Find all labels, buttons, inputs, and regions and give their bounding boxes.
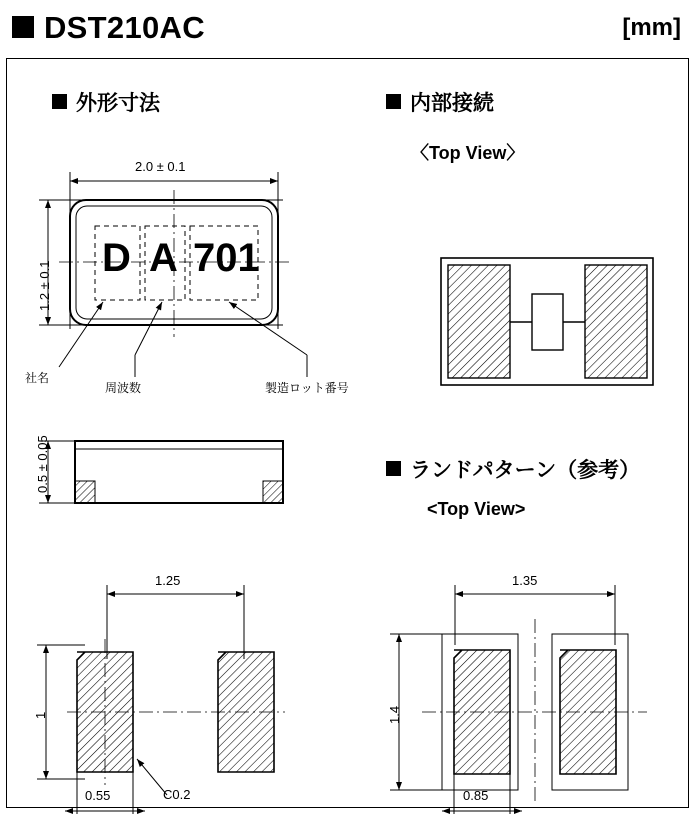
- callout-frequency: 周波数: [105, 381, 142, 395]
- section-heading-outline-label: 外形寸法: [76, 92, 160, 115]
- marking-char-2: A: [149, 236, 178, 280]
- page-header: [0, 0, 695, 56]
- bottom-width-dim: 1.25: [155, 573, 181, 588]
- chamfer-label: C0.2: [163, 787, 191, 802]
- bottom-pad-dim: 0.55: [85, 788, 111, 803]
- section-heading-internal-label: 内部接続: [410, 92, 494, 115]
- outline-drawing: [7, 59, 690, 809]
- land-height-dim: 1.4: [387, 705, 402, 724]
- marking-char-1: D: [102, 236, 131, 280]
- marking-char-3: 701: [193, 236, 260, 280]
- internal-top-view-label: 〈Top View〉: [411, 143, 525, 163]
- callout-lot: 製造ロット番号: [265, 381, 349, 395]
- unit-label: [mm]: [622, 14, 681, 41]
- thickness-dim: 0.5 ± 0.05: [35, 435, 50, 493]
- page-title: DST210AC: [44, 10, 205, 45]
- title-marker-icon: [12, 16, 34, 38]
- land-pad-dim: 0.85: [463, 788, 489, 803]
- callout-company: 社名: [25, 371, 50, 385]
- land-width-dim: 1.35: [512, 573, 538, 588]
- land-top-view-label: <Top View>: [427, 499, 526, 519]
- section-heading-land-label: ランドパターン（参考）: [410, 459, 641, 482]
- diagram-frame: [6, 58, 689, 808]
- outline-width-dim: 2.0 ± 0.1: [135, 159, 186, 174]
- bottom-height-dim: 1: [33, 711, 48, 719]
- outline-height-dim: 1.2 ± 0.1: [37, 260, 52, 311]
